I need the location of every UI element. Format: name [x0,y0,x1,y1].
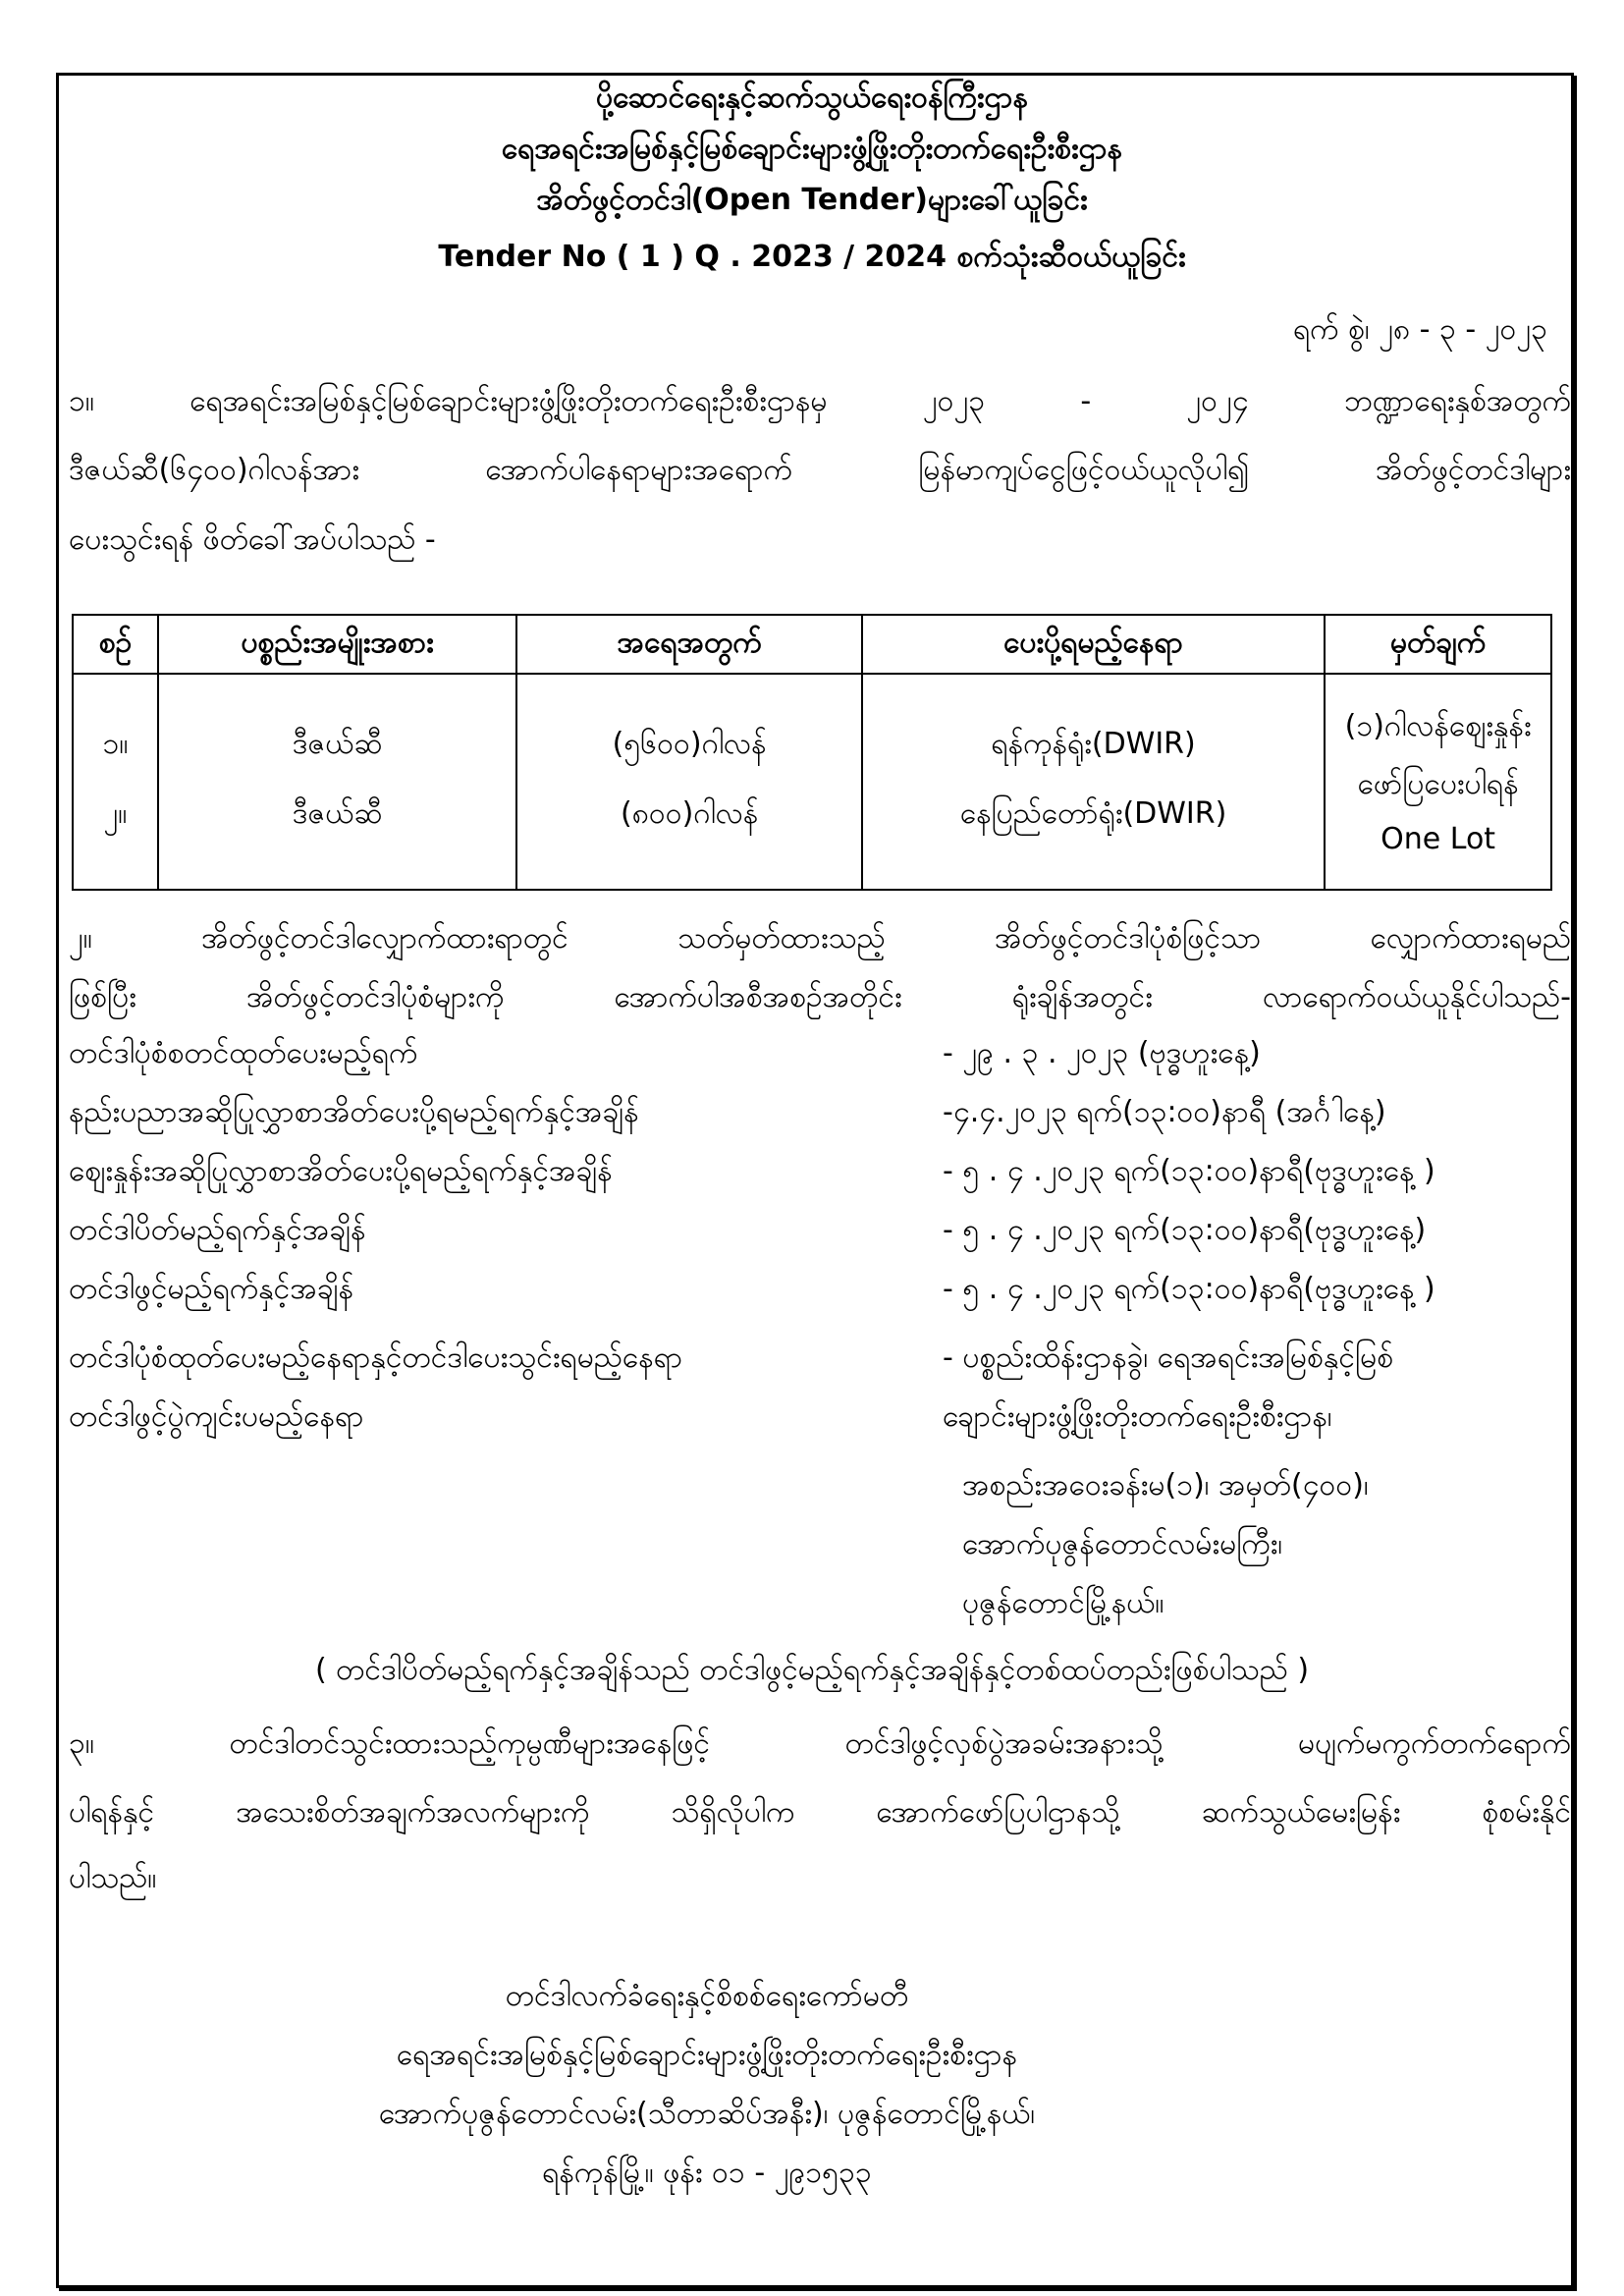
department-title: ရေအရင်းအမြစ်နှင့်မြစ်ချောင်းများဖွံ့ဖြိုးတိုးတက်ရေးဦးစီးဌာန [501,132,1123,166]
table-body-row [73,674,1551,890]
signature-line: အောက်ပုဇွန်တောင်လမ်း(သီတာဆိပ်အနီး)၊ ပုဇွန်တောင်မြို့နယ်၊ [378,2097,1036,2131]
row-2-delivery-place: နေပြည်တော်ရုံး(DWIR) [959,796,1227,831]
row-1-quantity: (၅၆၀၀)ဂါလန် [612,727,767,761]
signature-line: ရန်ကုန်မြို့။ ဖုန်း ၀၁ - ၂၉၁၅၃၃ [542,2156,872,2190]
paragraph-2-line-2: ဖြစ်ပြီး အိတ်ဖွင့်တင်ဒါပုံစံများကို အောက်ပါအစီအစဉ်အတိုင်း ရုံးချိန်အတွင်း လာရောက်ဝယ်ယူနိုင်ပါသည်- [69,980,1571,1014]
cell-delivery-place [862,674,1325,890]
schedule-label: တင်ဒါပိတ်မည့်ရက်နှင့်အချိန် [69,1213,366,1247]
row-1-delivery-place: ရန်ကုန်ရုံး(DWIR) [991,727,1196,761]
paragraph-1-line-1: ၁။ ရေအရင်းအမြစ်နှင့်မြစ်ချောင်းများဖွံ့ဖြိုးတိုးတက်ရေးဦးစီးဌာနမှ ၂၀၂၃ - ၂၀၂၄ ဘဏ္ဍာရေးနှစ်အတွက် [69,384,1571,418]
paragraph-3-line-1: ၃။ တင်ဒါတင်သွင်းထားသည့်ကုမ္ပဏီများအနေဖြင့် တင်ဒါဖွင့်လှစ်ပွဲအခမ်းအနားသို့ မပျက်မကွက်တက်ရောက် [69,1726,1571,1761]
schedule-value: - ၅ . ၄ .၂၀၂၃ ရက်(၁၃:၀၀)နာရီ(ဗုဒ္ဓဟူးနေ့ ) [943,1272,1435,1306]
column-header: မှတ်ချက် [1325,615,1551,674]
remark-line: ဖော်ပြပေးပါရန် [1357,766,1519,801]
schedule-value: - ၅ . ၄ .၂၀၂၃ ရက်(၁၃:၀၀)နာရီ(ဗုဒ္ဓဟူးနေ့ ) [943,1154,1435,1188]
schedule-label: နည်းပညာအဆိုပြုလွှာစာအိတ်ပေးပို့ရမည့်ရက်နှင့်အချိန် [69,1095,639,1129]
schedule-value: - ၂၉ . ၃ . ၂၀၂၃ (ဗုဒ္ဓဟူးနေ့) [943,1036,1261,1070]
column-header: ပေးပို့ရမည့်နေရာ [862,615,1325,674]
schedule-label: တင်ဒါဖွင့်ပွဲကျင်းပမည့်နေရာ [69,1399,364,1434]
schedule-label: တင်ဒါဖွင့်မည့်ရက်နှင့်အချိန် [69,1272,354,1306]
cell-remark [1325,674,1551,890]
cell-serial [73,674,158,890]
row-2-quantity: (၈၀၀)ဂါလန် [620,796,759,831]
tender-number: Tender No ( 1 ) Q . 2023 / 2024 စက်သုံးဆီဝယ်ယူခြင်း [438,240,1186,274]
schedule-label: တင်ဒါပုံစံစတင်ထုတ်ပေးမည့်ရက် [69,1036,418,1070]
cell-quantity [516,674,862,890]
schedule-label: တင်ဒါပုံစံထုတ်ပေးမည့်နေရာနှင့်တင်ဒါပေးသွင်းရမည့်နေရာ [69,1340,683,1375]
remark-line: (၁)ဂါလန်ဈေးနှုန်း [1344,708,1532,743]
paragraph-1-line-3: ပေးသွင်းရန် ဖိတ်ခေါ်အပ်ပါသည် - [69,522,436,557]
signature-line: တင်ဒါလက်ခံရေးနှင့်စိစစ်ရေးကော်မတီ [505,1979,909,2013]
row-1-item: ဒီဇယ်ဆီ [292,727,383,761]
notice-title: အိတ်ဖွင့်တင်ဒါ(Open Tender)များခေါ်ယူခြင်း [536,183,1088,217]
table-header-row [73,615,1551,674]
paragraph-1-line-2: ဒီဇယ်ဆီ(၆၄၀၀)ဂါလန်အား အောက်ပါနေရာများအရောက် မြန်မာကျပ်ငွေဖြင့်ဝယ်ယူလိုပါ၍ အိတ်ဖွင့်တင်ဒါများ [69,453,1571,487]
signature-line: ရေအရင်းအမြစ်နှင့်မြစ်ချောင်းများဖွံ့ဖြိုးတိုးတက်ရေးဦးစီးဌာန [396,2038,1018,2072]
schedule-value: - ပစ္စည်းထိန်းဌာနခွဲ၊ ရေအရင်းအမြစ်နှင့်မြစ် [943,1340,1394,1375]
schedule-label: ဈေးနှုန်းအဆိုပြုလွှာစာအိတ်ပေးပို့ရမည့်ရက်နှင့်အချိန် [69,1154,613,1188]
address-line: ပုဇွန်တောင်မြို့နယ်။ [962,1586,1164,1620]
paragraph-3-line-3: ပါသည်။ [69,1861,157,1895]
schedule-value: -၄.၄.၂၀၂၃ ရက်(၁၃:၀၀)နာရီ (အင်္ဂါနေ့) [943,1095,1386,1129]
column-header: ပစ္စည်းအမျိုးအစား [158,615,516,674]
row-2-serial: ၂။ [103,796,128,831]
schedule-value: ချောင်းများဖွံ့ဖြိုးတိုးတက်ရေးဦးစီးဌာန၊ [943,1399,1332,1434]
cell-item [158,674,516,890]
paragraph-2-line-1: ၂။ အိတ်ဖွင့်တင်ဒါလျှောက်ထားရာတွင် သတ်မှတ်ထားသည့် အိတ်ဖွင့်တင်ဒါပုံစံဖြင့်သာ လျှောက်ထားရမည် [69,921,1571,956]
closing-note: ( တင်ဒါပိတ်မည့်ရက်နှင့်အချိန်သည် တင်ဒါဖွင့်မည့်ရက်နှင့်အချိန်နှင့်တစ်ထပ်တည်းဖြစ်ပါသည် ) [314,1653,1310,1687]
tender-items-table [72,614,1552,891]
date-line: ရက် စွဲ၊ ၂၈ - ၃ - ၂၀၂၃ [1292,312,1547,347]
row-1-serial: ၁။ [102,727,129,761]
address-line: အောက်ပုဇွန်တောင်လမ်းမကြီး၊ [962,1527,1283,1561]
remark-line: One Lot [1380,821,1496,856]
schedule-value: - ၅ . ၄ .၂၀၂၃ ရက်(၁၃:၀၀)နာရီ(ဗုဒ္ဓဟူးနေ့) [943,1213,1427,1247]
ministry-title: ပို့ဆောင်ရေးနှင့်ဆက်သွယ်ရေးဝန်ကြီးဌာန [596,81,1028,115]
row-2-item: ဒီဇယ်ဆီ [292,796,383,831]
address-line: အစည်းအဝေးခန်းမ(၁)၊ အမှတ်(၄၀၀)၊ [962,1468,1369,1503]
column-header: အရေအတွက် [516,615,862,674]
column-header: စဉ် [73,615,158,674]
paragraph-3-line-2: ပါရန်နှင့် အသေးစိတ်အချက်အလက်များကို သိရှိလိုပါက အောက်ဖော်ပြပါဌာနသို့ ဆက်သွယ်မေးမြန်း စုံစမ်းနိုင် [69,1795,1571,1830]
